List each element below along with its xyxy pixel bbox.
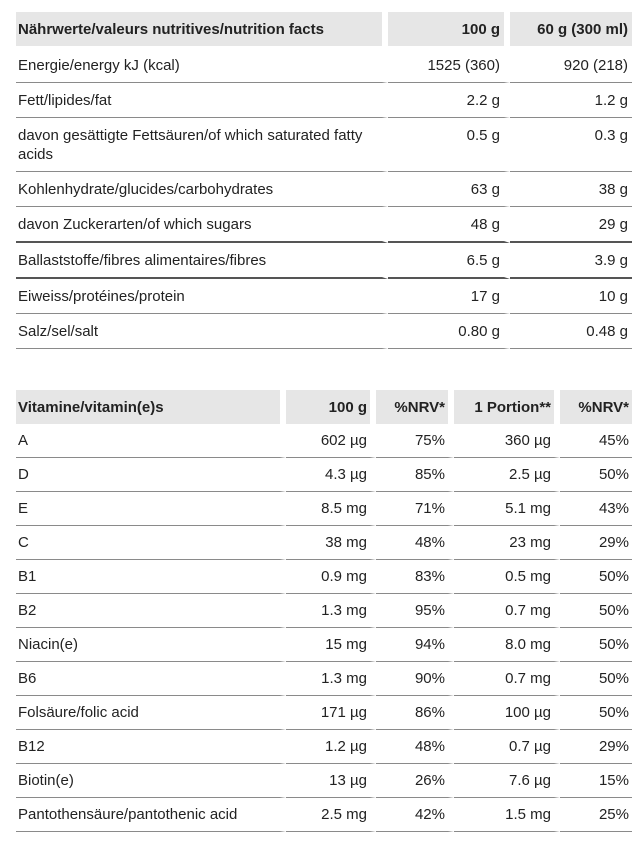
nutrition-portion: 29 g (510, 207, 632, 243)
nutrition-per100: 1525 (360) (388, 48, 510, 83)
nutrition-table (16, 12, 632, 349)
nutrition-label: Eiweiss/protéines/protein (16, 279, 388, 314)
vitamin-nrv-portion: 15% (560, 764, 632, 798)
vitamin-nrv-portion: 50% (560, 628, 632, 662)
vitamin-portion: 2.5 µg (454, 458, 560, 492)
vitamin-nrv100: 26% (376, 764, 454, 798)
vitamin-row (16, 798, 632, 832)
vitamin-nrv-portion: 50% (560, 696, 632, 730)
nutrition-per100: 2.2 g (388, 83, 510, 118)
vitamin-nrv-portion: 50% (560, 560, 632, 594)
vitamin-row (16, 526, 632, 560)
vitamin-portion: 7.6 µg (454, 764, 560, 798)
nutrition-per100: 6.5 g (388, 243, 510, 279)
vitamin-nrv100: 90% (376, 662, 454, 696)
nutrition-portion: 10 g (510, 279, 632, 314)
vitamin-per100: 13 µg (286, 764, 376, 798)
nutrition-label: davon gesättigte Fettsäuren/of which saturated fatty acids (16, 118, 388, 172)
vitamin-nrv-portion: 50% (560, 662, 632, 696)
vitamin-row (16, 560, 632, 594)
vitamin-per100: 15 mg (286, 628, 376, 662)
vitamin-nrv-portion: 29% (560, 526, 632, 560)
vitamin-nrv100: 94% (376, 628, 454, 662)
vitamin-nrv100: 48% (376, 526, 454, 560)
vitamin-per100: 602 µg (286, 424, 376, 458)
nutrition-label: Salz/sel/salt (16, 314, 388, 349)
vitamins-table (16, 390, 632, 832)
nutrition-label: Fett/lipides/fat (16, 83, 388, 118)
vitamin-label: B12 (16, 730, 286, 764)
vitamin-row (16, 594, 632, 628)
vitamin-portion: 0.5 mg (454, 560, 560, 594)
nutrition-label: davon Zuckerarten/of which sugars (16, 207, 388, 243)
vitamin-nrv100: 85% (376, 458, 454, 492)
vitamin-portion: 8.0 mg (454, 628, 560, 662)
nutrition-row (16, 314, 632, 349)
vitamin-row (16, 628, 632, 662)
nutrition-row (16, 279, 632, 314)
nutrition-portion: 0.48 g (510, 314, 632, 349)
vitamin-portion: 1.5 mg (454, 798, 560, 832)
vitamin-row (16, 492, 632, 526)
vitamin-label: Folsäure/folic acid (16, 696, 286, 730)
vitamin-label: Pantothensäure/pantothenic acid (16, 798, 286, 832)
vitamins-header-row (16, 390, 632, 424)
vitamin-per100: 38 mg (286, 526, 376, 560)
vitamin-portion: 0.7 mg (454, 594, 560, 628)
vitamin-nrv100: 48% (376, 730, 454, 764)
vitamin-label: Niacin(e) (16, 628, 286, 662)
vitamins-header-nrv-portion: %NRV* (560, 390, 632, 424)
nutrition-row (16, 172, 632, 207)
vitamin-portion: 360 µg (454, 424, 560, 458)
nutrition-header-row (16, 12, 632, 48)
nutrition-header-label: Nährwerte/valeurs nutritives/nutrition facts (16, 12, 388, 48)
nutrition-portion: 920 (218) (510, 48, 632, 83)
vitamin-row (16, 730, 632, 764)
vitamin-per100: 1.3 mg (286, 662, 376, 696)
vitamin-per100: 1.2 µg (286, 730, 376, 764)
vitamin-per100: 171 µg (286, 696, 376, 730)
nutrition-portion: 1.2 g (510, 83, 632, 118)
vitamin-row (16, 696, 632, 730)
vitamin-portion: 0.7 mg (454, 662, 560, 696)
vitamin-label: Biotin(e) (16, 764, 286, 798)
vitamin-row (16, 458, 632, 492)
vitamin-row (16, 424, 632, 458)
vitamin-per100: 8.5 mg (286, 492, 376, 526)
nutrition-row (16, 48, 632, 83)
vitamin-portion: 0.7 µg (454, 730, 560, 764)
vitamin-portion: 23 mg (454, 526, 560, 560)
vitamin-per100: 1.3 mg (286, 594, 376, 628)
vitamins-header-per100: 100 g (286, 390, 376, 424)
vitamin-nrv-portion: 50% (560, 594, 632, 628)
nutrition-per100: 0.5 g (388, 118, 510, 172)
vitamin-per100: 0.9 mg (286, 560, 376, 594)
vitamin-nrv100: 71% (376, 492, 454, 526)
vitamin-label: C (16, 526, 286, 560)
vitamin-portion: 5.1 mg (454, 492, 560, 526)
nutrition-row (16, 243, 632, 279)
vitamin-label: B6 (16, 662, 286, 696)
vitamin-nrv-portion: 29% (560, 730, 632, 764)
vitamin-nrv-portion: 43% (560, 492, 632, 526)
vitamin-nrv100: 86% (376, 696, 454, 730)
nutrition-label: Energie/energy kJ (kcal) (16, 48, 388, 83)
vitamin-per100: 2.5 mg (286, 798, 376, 832)
vitamin-nrv100: 42% (376, 798, 454, 832)
vitamin-label: E (16, 492, 286, 526)
vitamins-header-label: Vitamine/vitamin(e)s (16, 390, 286, 424)
vitamins-header-nrv100: %NRV* (376, 390, 454, 424)
vitamin-nrv100: 83% (376, 560, 454, 594)
nutrition-portion: 38 g (510, 172, 632, 207)
vitamin-nrv-portion: 50% (560, 458, 632, 492)
vitamin-nrv-portion: 25% (560, 798, 632, 832)
vitamin-nrv100: 75% (376, 424, 454, 458)
vitamin-portion: 100 µg (454, 696, 560, 730)
nutrition-per100: 0.80 g (388, 314, 510, 349)
vitamins-header-portion: 1 Portion** (454, 390, 560, 424)
nutrition-row (16, 118, 632, 172)
vitamin-label: D (16, 458, 286, 492)
vitamin-label: B1 (16, 560, 286, 594)
nutrition-per100: 48 g (388, 207, 510, 243)
nutrition-label: Kohlenhydrate/glucides/carbohydrates (16, 172, 388, 207)
vitamin-row (16, 662, 632, 696)
vitamin-nrv100: 95% (376, 594, 454, 628)
nutrition-label: Ballaststoffe/fibres alimentaires/fibres (16, 243, 388, 279)
nutrition-row (16, 83, 632, 118)
vitamin-nrv-portion: 45% (560, 424, 632, 458)
vitamin-label: B2 (16, 594, 286, 628)
vitamin-per100: 4.3 µg (286, 458, 376, 492)
nutrition-header-per100: 100 g (388, 12, 510, 48)
nutrition-per100: 17 g (388, 279, 510, 314)
nutrition-row (16, 207, 632, 243)
nutrition-portion: 3.9 g (510, 243, 632, 279)
nutrition-per100: 63 g (388, 172, 510, 207)
vitamin-row (16, 764, 632, 798)
vitamin-label: A (16, 424, 286, 458)
nutrition-header-portion: 60 g (300 ml) (510, 12, 632, 48)
nutrition-portion: 0.3 g (510, 118, 632, 172)
